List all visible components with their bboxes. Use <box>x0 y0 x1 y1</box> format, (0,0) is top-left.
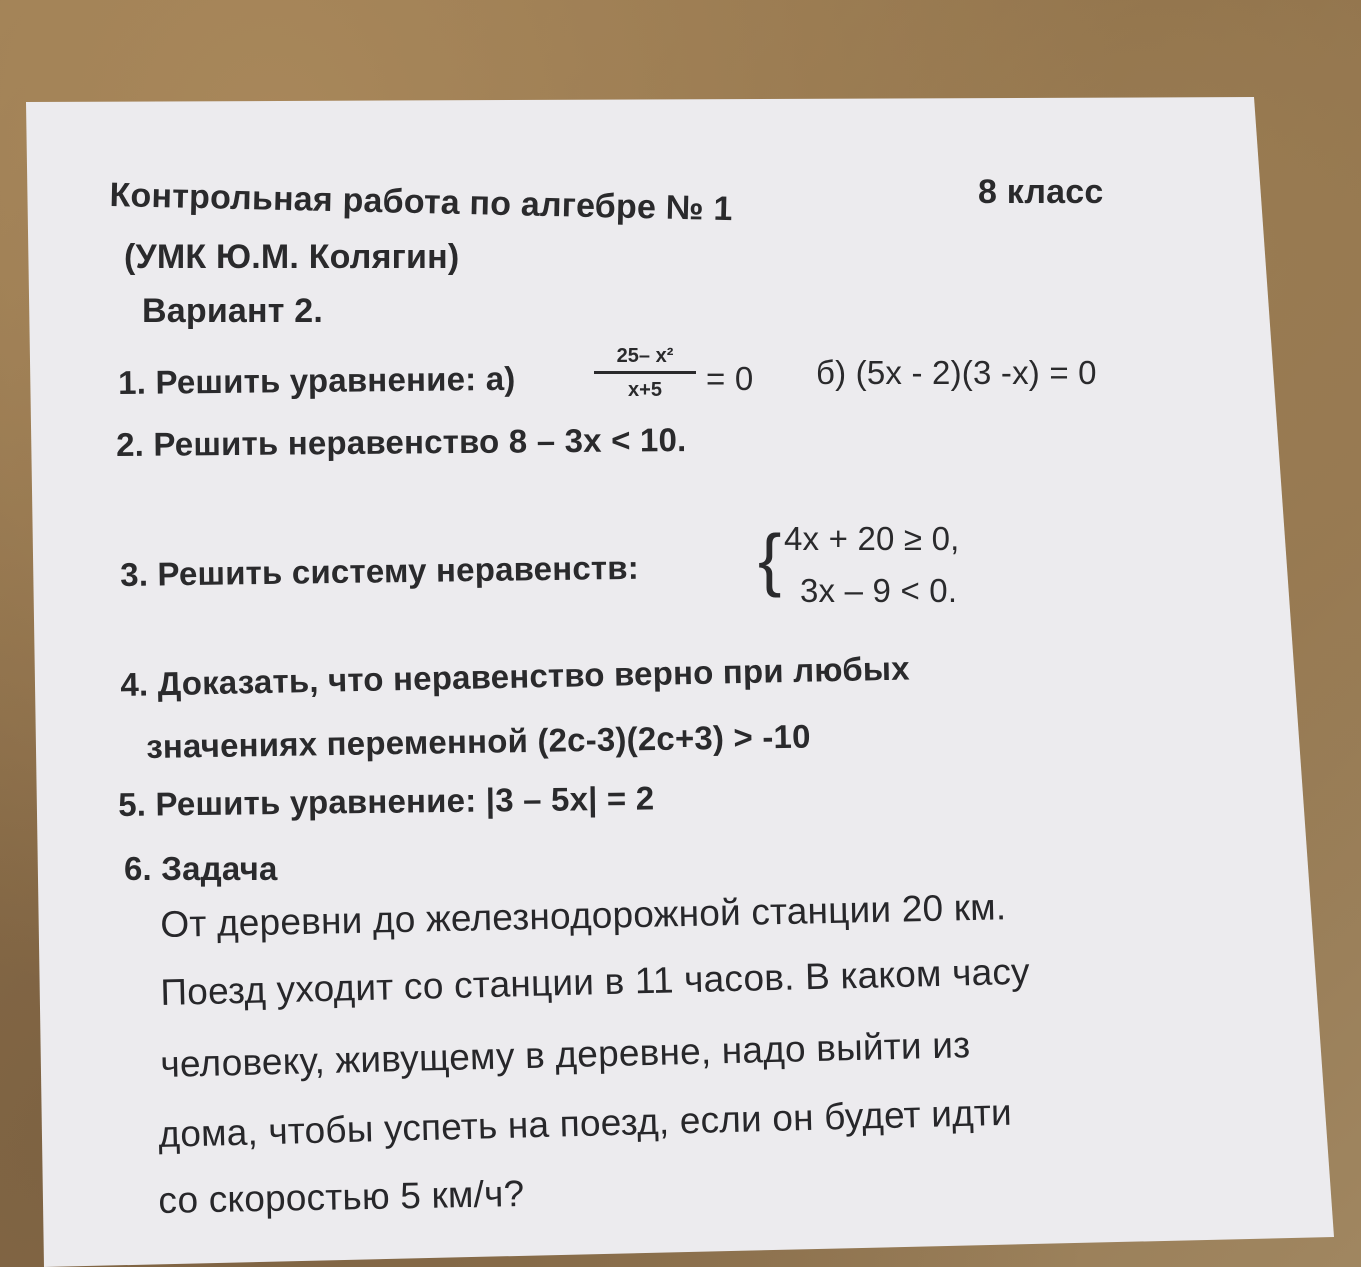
task-5: 5. Решить уравнение: |3 – 5x| = 2 <box>117 779 655 823</box>
task-3: 3. Решить систему неравенств: <box>119 548 640 593</box>
fraction-denominator: x+5 <box>628 379 662 401</box>
fraction-bar <box>594 371 696 374</box>
task-1-prefix: 1. Решить уравнение: а) <box>117 359 516 401</box>
problem-line-3: человеку, живущему в деревне, надо выйти из <box>159 1024 971 1085</box>
system-brace-icon: { <box>758 520 782 598</box>
task-1-part-b: б) (5x - 2)(3 -x) = 0 <box>816 354 1097 391</box>
fraction-numerator: 25– x² <box>616 345 674 367</box>
system-line-1: 4x + 20 ≥ 0, <box>784 520 960 557</box>
worksheet-title: Контрольная работа по алгебре № 1 <box>109 176 733 229</box>
umk-label: (УМК Ю.М. Колягин) <box>124 238 460 276</box>
task-4-line-1: 4. Доказать, что неравенство верно при любых <box>119 649 911 703</box>
task-1-fraction <box>594 346 696 400</box>
system-line-2: 3x – 9 < 0. <box>800 572 958 609</box>
task-4-line-2: значениях переменной (2c-3)(2c+3) > -10 <box>145 717 811 765</box>
problem-line-2: Поезд уходит со станции в 11 часов. В каком часу <box>159 950 1031 1013</box>
grade-label: 8 класс <box>978 173 1104 211</box>
task-1-equals: = 0 <box>706 360 754 397</box>
problem-line-5: со скоростью 5 км/ч? <box>157 1172 525 1221</box>
problem-line-4: дома, чтобы успеть на поезд, если он будет идти <box>157 1091 1013 1155</box>
variant-label: Вариант 2. <box>142 292 324 330</box>
problem-line-1: От деревни до железнодорожной станции 20 км. <box>159 886 1007 945</box>
task-6-title: 6. Задача <box>124 850 278 887</box>
task-2: 2. Решить неравенство 8 – 3x < 10. <box>115 421 687 463</box>
